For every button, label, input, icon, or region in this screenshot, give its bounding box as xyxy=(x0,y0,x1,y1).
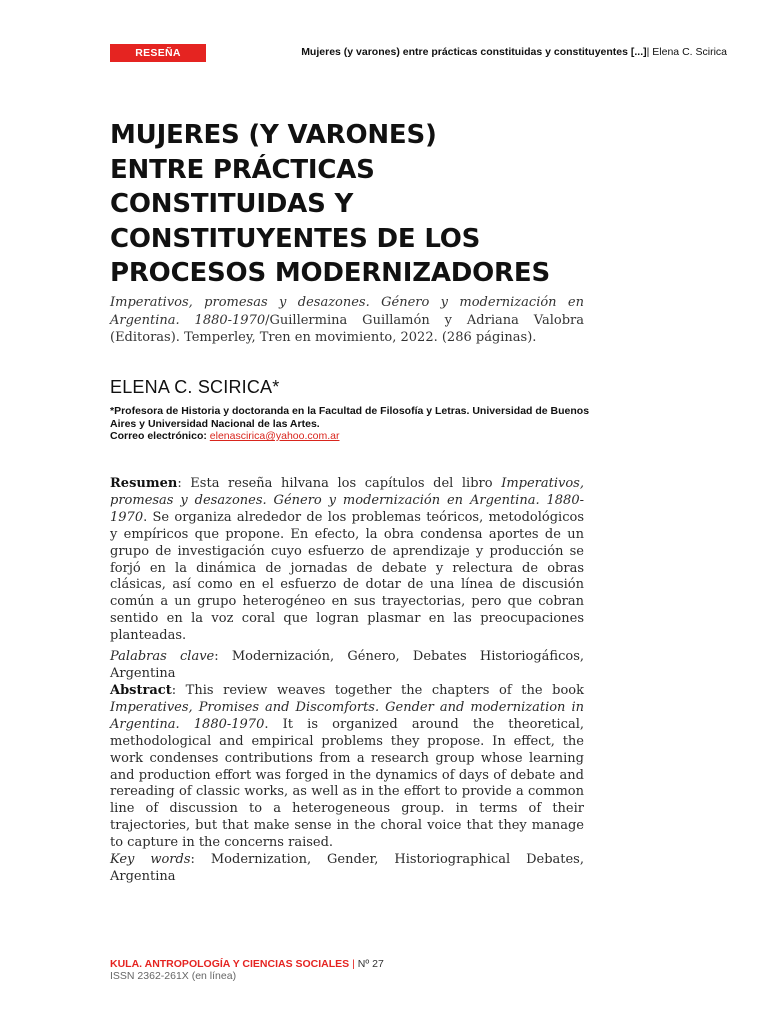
footer-separator: | xyxy=(349,958,358,970)
running-author: Elena C. Scirica xyxy=(652,46,727,58)
abstract-text: : This review weaves together the chapters of the book xyxy=(171,683,584,698)
palabras-clave-label: Palabras clave xyxy=(110,649,215,664)
journal-name: KULA. ANTROPOLOGÍA Y CIENCIAS SOCIALES xyxy=(110,958,350,970)
book-details: /Guillermina Guillamón y Adriana Valobra (Editoras). Temperley, Tren en movimiento, 2022. (286 páginas). xyxy=(110,312,584,345)
issn: ISSN 2362-261X (en línea) xyxy=(110,970,237,982)
resumen-paragraph xyxy=(110,476,584,645)
running-title: Mujeres (y varones) entre prácticas constituidas y constituyentes [...] xyxy=(301,46,647,58)
title-line: CONSTITUYENTES DE LOS xyxy=(110,223,481,254)
title-line: MUJERES (Y VARONES) xyxy=(110,120,437,150)
abstract-text: . It is organized around the theoretical, methodological and empirical problems they propose. In effect, the work condenses contributions from a research group whose learning and production effort was forged in the dynamics of days of debate and rereading of classic works, as well as in the effort to provide a common line of discussion to a heterogeneous group. in terms of their trajectories, but that make sense in the choral voice that they manage to capture in the concerns raised. xyxy=(110,716,585,851)
resumen-label: Resumen xyxy=(110,476,178,491)
abstract-label: Abstract xyxy=(110,683,172,698)
abstract-paragraph xyxy=(110,683,584,852)
running-separator: | xyxy=(646,46,650,58)
palabras-clave-text: : Modernización, Género, Debates Historiogáficos, Argentina xyxy=(110,649,585,681)
email-link[interactable]: elenascirica@yahoo.com.ar xyxy=(209,430,340,442)
running-head xyxy=(301,46,727,58)
author-name: ELENA C. SCIRICA* xyxy=(110,377,280,397)
email-label: Correo electrónico: xyxy=(110,430,207,442)
resumen-text: . Se organiza alrededor de los problemas teóricos, metodológicos y empíricos que propone. En efecto, la obra condensa aportes de un grupo de investigación cuyo esfuerzo de aprendizaje y producción se forjó en la dinámica de jornadas de debate y relectura de obras clásicas, así como en el esfuerzo de dotar de una línea de discusión común a un grupo heterogéneo en sus trayectorias, pero que cobran sentido en la voz coral que logran plasmar en las preocupaciones planteadas. xyxy=(110,509,584,644)
page-footer xyxy=(110,958,384,982)
palabras-clave xyxy=(110,649,584,683)
section-badge: RESEÑA xyxy=(110,44,206,62)
resumen-book-title: Imperativos, promesas y desazones. Género y modernización en Argentina. 1880-1970 xyxy=(110,476,584,525)
book-title: Imperativos, promesas y desazones. Género y modernización en Argentina. 1880-1970 xyxy=(110,295,584,328)
article-title xyxy=(110,118,670,291)
title-line: PROCESOS MODERNIZADORES xyxy=(110,258,550,288)
book-reference xyxy=(110,294,584,347)
abstract-book-title: Imperatives, Promises and Discomforts. Gender and modernization in Argentina. 1880-1970 xyxy=(110,699,584,732)
title-line: ENTRE PRÁCTICAS xyxy=(110,154,375,185)
title-line: CONSTITUIDAS Y xyxy=(110,189,354,219)
author-affiliation xyxy=(110,405,590,443)
key-words xyxy=(110,852,584,886)
key-words-text: : Modernization, Gender, Historiographical Debates, Argentina xyxy=(110,852,584,884)
key-words-label: Key words xyxy=(110,852,191,867)
resumen-text: : Esta reseña hilvana los capítulos del libro xyxy=(177,476,502,491)
affiliation-text: *Profesora de Historia y doctoranda en la Facultad de Filosofía y Letras. Universidad de Buenos Aires y Universidad Nacional de las Artes. xyxy=(110,405,590,430)
issue-number: Nº 27 xyxy=(357,958,384,970)
